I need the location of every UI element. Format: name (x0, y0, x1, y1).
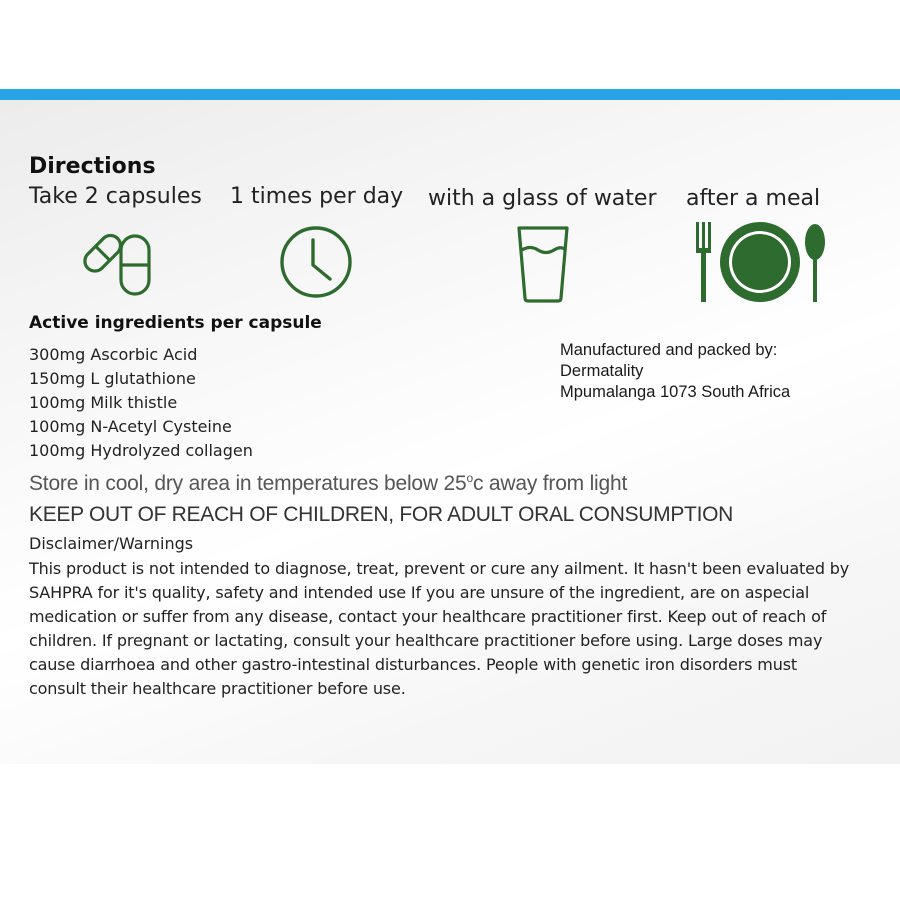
storage-text-after: c away from light (472, 472, 628, 495)
storage-instructions (29, 471, 627, 496)
ingredient-item: 100mg Hydrolyzed collagen (29, 441, 253, 460)
accent-bar (0, 89, 900, 100)
disclaimer-title: Disclaimer/Warnings (29, 534, 194, 553)
child-warning: KEEP OUT OF REACH OF CHILDREN, FOR ADULT ORAL CONSUMPTION (29, 503, 734, 526)
ingredient-item: 100mg Milk thistle (29, 393, 178, 412)
manufacturer-name: Dermatality (560, 362, 644, 380)
disclaimer-line: SAHPRA for it's quality, safety and intended use If you are unsure of the ingredient, are on aspecial (29, 583, 810, 602)
manufacturer-heading: Manufactured and packed by: (560, 341, 778, 359)
manufacturer-info (560, 340, 790, 403)
ingredients-title: Active ingredients per capsule (29, 313, 322, 333)
capsules-icon (80, 224, 154, 298)
ingredient-item: 100mg N-Acetyl Cysteine (29, 417, 232, 436)
directions-title: Directions (29, 154, 156, 179)
step-label-frequency: 1 times per day (230, 184, 404, 209)
step-label-meal: after a meal (686, 186, 821, 211)
disclaimer-line: This product is not intended to diagnose, treat, prevent or cure any ailment. It hasn't been evaluated by (29, 559, 850, 578)
disclaimer-line: medication or suffer from any disease, contact your healthcare practitioner first. Keep out of reach of (29, 607, 827, 626)
clock-icon (278, 224, 354, 300)
ingredients-list (29, 343, 253, 463)
water-glass-icon (514, 224, 572, 304)
disclaimer-line: consult their healthcare practitioner before use. (29, 679, 406, 698)
disclaimer-line: children. If pregnant or lactating, consult your healthcare practitioner before using. Large doses may (29, 631, 823, 650)
step-label-water: with a glass of water (428, 186, 657, 211)
ingredient-item: 300mg Ascorbic Acid (29, 345, 198, 364)
storage-text-before: Store in cool, dry area in temperatures below 25 (29, 472, 467, 495)
degree-mark: o (466, 471, 473, 485)
ingredient-item: 150mg L glutathione (29, 369, 196, 388)
step-label-capsules: Take 2 capsules (29, 184, 202, 209)
disclaimer-text (29, 557, 895, 701)
plate-cutlery-icon (694, 220, 830, 306)
disclaimer-line: cause diarrhoea and other gastro-intestinal disturbances. People with genetic iron disorders must (29, 655, 797, 674)
manufacturer-address: Mpumalanga 1073 South Africa (560, 383, 791, 401)
